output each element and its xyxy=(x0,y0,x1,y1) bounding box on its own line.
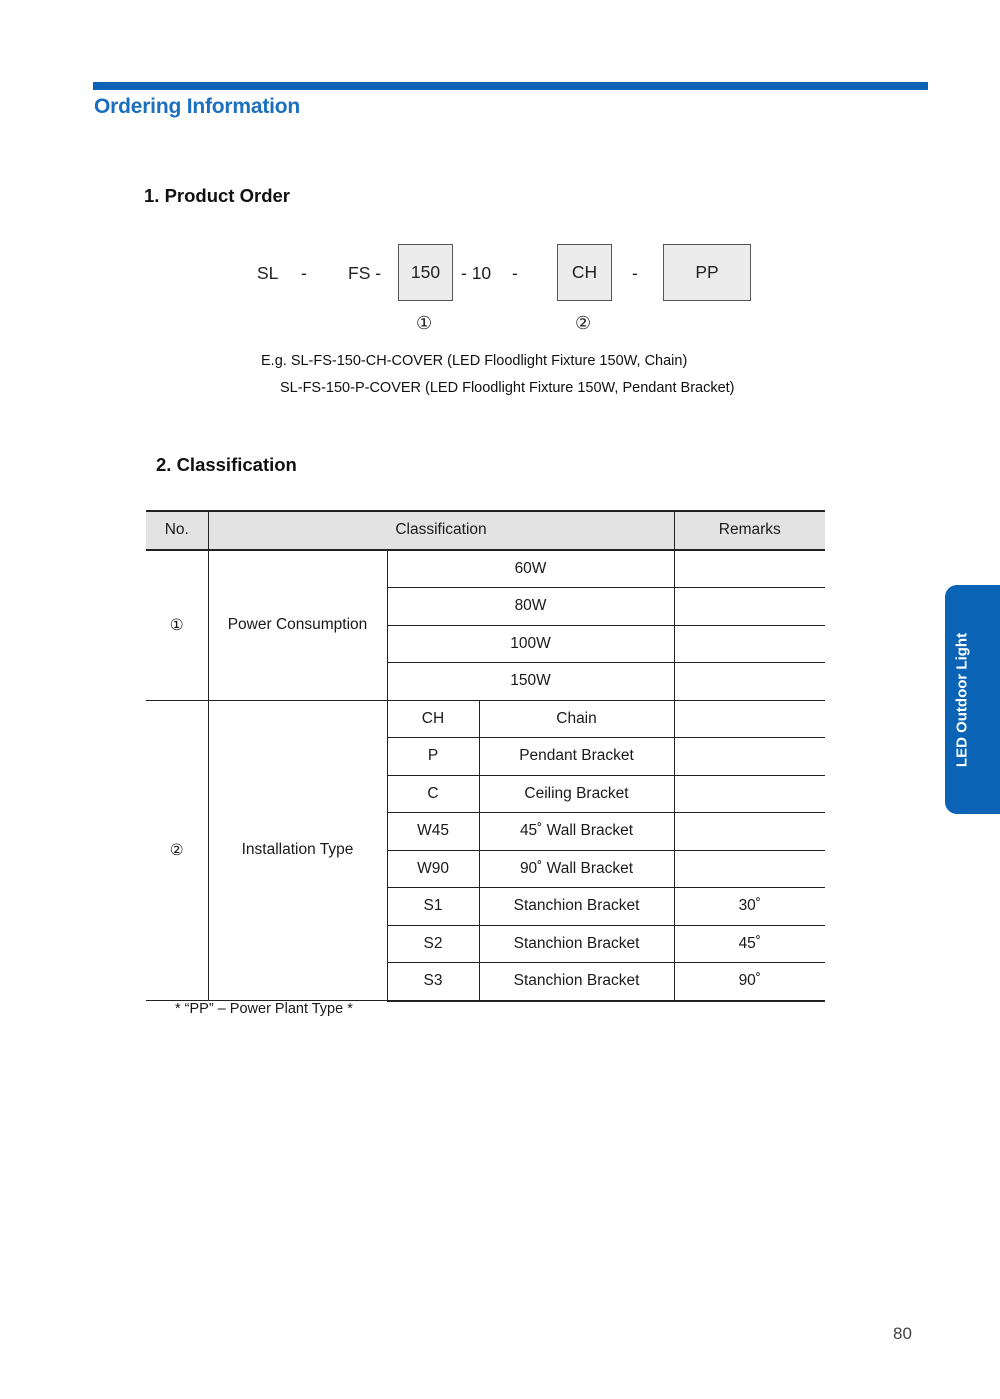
code-separator: - xyxy=(301,263,307,283)
power-label: Power Consumption xyxy=(208,550,387,701)
column-header-classification: Classification xyxy=(208,511,674,550)
footnote: * “PP” – Power Plant Type * xyxy=(175,1001,353,1017)
installation-remark xyxy=(674,700,825,738)
power-remark xyxy=(674,550,825,588)
installation-no: ② xyxy=(146,700,208,1001)
code-box-wattage: 150 xyxy=(398,244,453,301)
installation-desc: 45˚ Wall Bracket xyxy=(479,813,674,851)
installation-desc: Stanchion Bracket xyxy=(479,888,674,926)
code-box-installation: CH xyxy=(557,244,612,301)
header-rule xyxy=(93,82,928,90)
installation-remark: 45˚ xyxy=(674,925,825,963)
installation-remark: 90˚ xyxy=(674,963,825,1001)
installation-desc: Stanchion Bracket xyxy=(479,925,674,963)
installation-code: P xyxy=(387,738,479,776)
code-segment-sl: SL xyxy=(257,263,279,283)
classification-table xyxy=(146,510,825,1002)
installation-desc: 90˚ Wall Bracket xyxy=(479,850,674,888)
installation-code: S3 xyxy=(387,963,479,1001)
code-separator: - xyxy=(512,263,518,283)
column-header-no: No. xyxy=(146,511,208,550)
installation-code: C xyxy=(387,775,479,813)
code-box-type: PP xyxy=(663,244,751,301)
installation-code: CH xyxy=(387,700,479,738)
power-remark xyxy=(674,588,825,626)
power-value: 150W xyxy=(387,663,674,701)
marker-2: ② xyxy=(575,313,592,333)
installation-desc: Ceiling Bracket xyxy=(479,775,674,813)
marker-1: ① xyxy=(416,313,433,333)
installation-remark xyxy=(674,850,825,888)
power-value: 80W xyxy=(387,588,674,626)
power-value: 60W xyxy=(387,550,674,588)
installation-remark: 30˚ xyxy=(674,888,825,926)
installation-code: W90 xyxy=(387,850,479,888)
code-segment-10: - 10 xyxy=(461,263,492,283)
table-row xyxy=(146,550,825,588)
installation-code: S1 xyxy=(387,888,479,926)
side-tab-label: LED Outdoor Light xyxy=(953,632,971,767)
installation-remark xyxy=(674,738,825,776)
installation-desc: Stanchion Bracket xyxy=(479,963,674,1001)
product-order-heading: 1. Product Order xyxy=(144,185,290,206)
side-tab xyxy=(945,585,1000,814)
code-segment-fs: FS - xyxy=(348,263,382,283)
column-header-remarks: Remarks xyxy=(674,511,825,550)
installation-code: S2 xyxy=(387,925,479,963)
installation-desc: Chain xyxy=(479,700,674,738)
example-line-1: E.g. SL-FS-150-CH-COVER (LED Floodlight Fixture 150W, Chain) xyxy=(261,353,688,369)
table-header-row xyxy=(146,511,825,550)
power-remark xyxy=(674,625,825,663)
page-number: 80 xyxy=(893,1324,912,1343)
installation-desc: Pendant Bracket xyxy=(479,738,674,776)
power-remark xyxy=(674,663,825,701)
power-no: ① xyxy=(146,550,208,701)
installation-code: W45 xyxy=(387,813,479,851)
classification-heading: 2. Classification xyxy=(156,454,297,475)
example-line-2: SL-FS-150-P-COVER (LED Floodlight Fixture 150W, Pendant Bracket) xyxy=(280,380,735,396)
code-separator: - xyxy=(632,263,638,283)
installation-label: Installation Type xyxy=(208,700,387,1001)
installation-remark xyxy=(674,775,825,813)
installation-remark xyxy=(674,813,825,851)
table-row xyxy=(146,700,825,738)
page-title: Ordering Information xyxy=(94,95,301,118)
power-value: 100W xyxy=(387,625,674,663)
